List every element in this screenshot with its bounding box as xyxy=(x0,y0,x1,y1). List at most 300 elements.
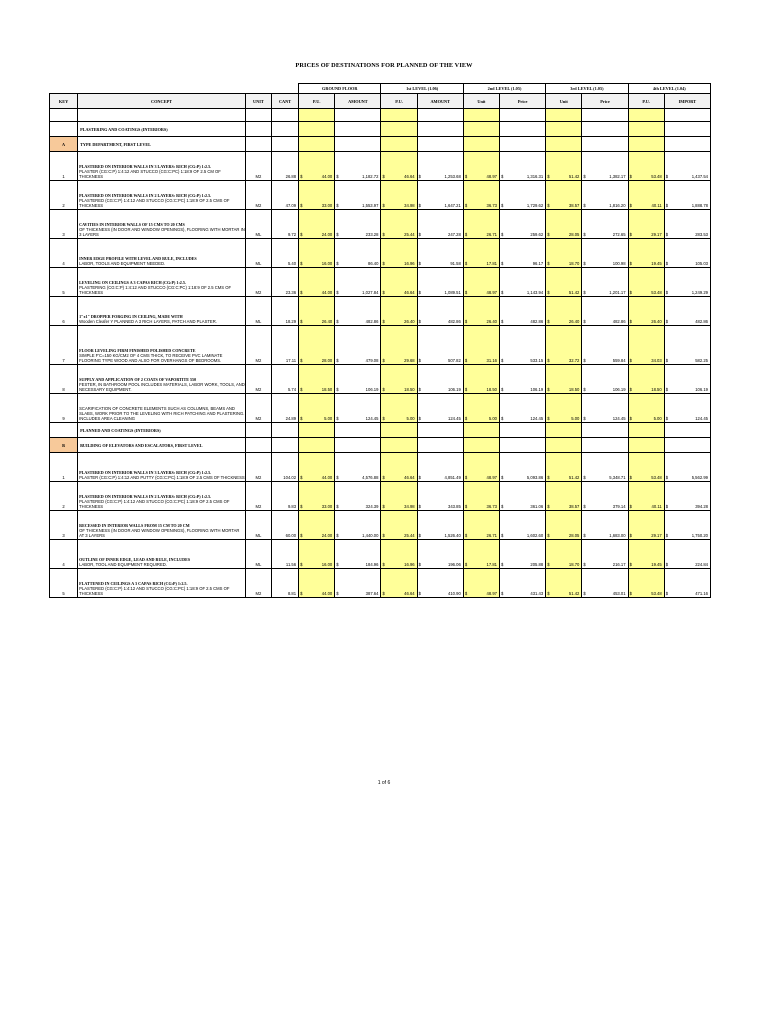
unit-price-value: 26.40 xyxy=(486,319,497,324)
concept-cell xyxy=(78,511,246,540)
unit-price-value: 5.00 xyxy=(324,416,333,421)
unit-price-value: 25.44 xyxy=(404,533,415,538)
unit-price-value: 51.42 xyxy=(568,174,580,179)
currency-symbol: $ xyxy=(500,261,504,266)
currency-symbol: $ xyxy=(665,232,669,237)
currency-symbol: $ xyxy=(500,358,504,363)
concept-cell xyxy=(78,569,246,598)
unit-cell: M2 xyxy=(245,394,271,423)
concept-description: OF THICKNESS (IN DOOR AND WINDOW OPENINGS), FLOORING WITH MORTAR IN 3 LAYERS xyxy=(79,227,245,237)
row-number: 7 xyxy=(50,326,78,365)
section-key: A xyxy=(50,137,78,152)
row-number: 5 xyxy=(50,569,78,598)
amount-cell xyxy=(664,365,710,394)
concept-description: PLASTER (CG:C:P) 1:4:12 AND PUTTY (CG:C:PC) 1:18:9 OF 2.5 CMS OF THICKNESS xyxy=(79,475,245,480)
amount-value: 1,143.94 xyxy=(526,290,544,295)
amount-value: 387.64 xyxy=(365,591,379,596)
amount-value: 247.28 xyxy=(448,232,461,237)
unit-price-value: 16.00 xyxy=(321,261,333,266)
unit-price-value: 18.70 xyxy=(568,261,580,266)
currency-symbol: $ xyxy=(583,504,586,509)
amount-cell xyxy=(499,181,545,210)
amount-value: 1,437.54 xyxy=(691,174,708,179)
unit-price-value: 26.40 xyxy=(404,319,415,324)
amount-cell xyxy=(664,453,710,482)
unit-price-cell xyxy=(299,152,335,181)
amount-cell xyxy=(664,297,710,326)
currency-symbol: $ xyxy=(665,562,669,567)
amount-value: 482.86 xyxy=(365,319,379,324)
col-price-l3: Price xyxy=(582,94,628,109)
col-import-l4: IMPORT xyxy=(664,94,710,109)
concept-description: PLASTERING (CG:C:P) 1:4:12 AND STUCCO (CG:C:PC) 1:18:9 OF 2.5 CMS OF THICKNESS xyxy=(79,285,232,295)
currency-symbol: $ xyxy=(547,475,550,480)
unit-price-cell xyxy=(628,239,664,268)
amount-cell xyxy=(417,453,463,482)
amount-cell xyxy=(664,152,710,181)
level-1: 1st LEVEL (1.06) xyxy=(381,84,463,94)
amount-value: 533.15 xyxy=(530,358,544,363)
unit-price-cell xyxy=(381,181,417,210)
row-number: 5 xyxy=(50,268,78,297)
currency-symbol: $ xyxy=(665,358,669,363)
table-row xyxy=(50,181,711,210)
currency-symbol: $ xyxy=(665,174,669,179)
table-row xyxy=(50,326,711,365)
unit-price-value: 29.17 xyxy=(651,533,662,538)
level-2: 2nd LEVEL (1.05) xyxy=(463,84,545,94)
currency-symbol: $ xyxy=(500,475,504,480)
amount-value: 124.45 xyxy=(612,416,626,421)
column-header-row xyxy=(50,94,711,109)
unit-price-value: 28.05 xyxy=(568,533,580,538)
table-row xyxy=(50,511,711,540)
amount-cell xyxy=(582,268,628,297)
page-number: 1 of 6 xyxy=(377,780,391,786)
concept-cell xyxy=(78,365,246,394)
unit-price-value: 5.00 xyxy=(653,416,662,421)
amount-value: 1,816.20 xyxy=(609,203,626,208)
unit-price-value: 18.50 xyxy=(321,387,333,392)
concept-cell xyxy=(78,181,246,210)
currency-symbol: $ xyxy=(300,319,303,324)
unit-cell: ML xyxy=(245,540,271,569)
amount-cell xyxy=(664,181,710,210)
unit-price-cell xyxy=(546,394,582,423)
amount-value: 1,750.20 xyxy=(691,533,708,538)
unit-price-value: 5.00 xyxy=(406,416,415,421)
amount-value: 4,851.49 xyxy=(444,475,461,480)
unit-cell: M2 xyxy=(245,569,271,598)
currency-symbol: $ xyxy=(464,174,468,179)
section-heading: PLASTERING AND COATINGS (INTERIORS) xyxy=(78,122,246,137)
amount-cell xyxy=(417,297,463,326)
quantity-cell: 9.83 xyxy=(271,482,298,511)
unit-price-cell xyxy=(381,540,417,569)
amount-value: 1,201.17 xyxy=(609,290,626,295)
amount-cell xyxy=(417,365,463,394)
concept-cell xyxy=(78,326,246,365)
unit-price-cell xyxy=(381,569,417,598)
amount-value: 1,440.00 xyxy=(362,533,379,538)
unit-price-cell xyxy=(628,540,664,569)
amount-value: 559.84 xyxy=(612,358,626,363)
currency-symbol: $ xyxy=(665,319,669,324)
currency-symbol: $ xyxy=(464,416,468,421)
unit-price-value: 44.00 xyxy=(321,290,333,295)
unit-price-cell xyxy=(299,297,335,326)
unit-price-cell xyxy=(463,365,499,394)
level-ground: GROUND FLOOR xyxy=(299,84,381,94)
currency-symbol: $ xyxy=(382,533,385,538)
amount-value: 272.65 xyxy=(612,232,626,237)
currency-symbol: $ xyxy=(629,261,632,266)
currency-symbol: $ xyxy=(382,261,385,266)
currency-symbol: $ xyxy=(500,562,504,567)
unit-price-value: 16.96 xyxy=(404,562,415,567)
concept-title: PLASTERED ON INTERIOR WALLS IN 3 LAYERS: RICH (CG:P) 1:2.5. xyxy=(79,470,212,475)
col-price-l2: Price xyxy=(499,94,545,109)
amount-value: 205.88 xyxy=(530,562,544,567)
currency-symbol: $ xyxy=(629,319,632,324)
currency-symbol: $ xyxy=(583,203,586,208)
amount-value: 105.03 xyxy=(695,261,708,266)
unit-price-cell xyxy=(299,210,335,239)
unit-price-cell xyxy=(381,210,417,239)
quantity-cell: 8.81 xyxy=(271,569,298,598)
concept-cell xyxy=(78,239,246,268)
unit-price-cell xyxy=(628,453,664,482)
unit-price-cell xyxy=(381,453,417,482)
unit-price-value: 33.00 xyxy=(321,203,333,208)
amount-cell xyxy=(582,152,628,181)
currency-symbol: $ xyxy=(464,591,468,596)
amount-value: 124.45 xyxy=(530,416,544,421)
currency-symbol: $ xyxy=(500,416,504,421)
unit-price-value: 40.11 xyxy=(651,203,662,208)
unit-price-value: 34.03 xyxy=(651,358,662,363)
currency-symbol: $ xyxy=(336,562,339,567)
currency-symbol: $ xyxy=(382,387,385,392)
unit-cell: ML xyxy=(245,297,271,326)
unit-cell: ML xyxy=(245,210,271,239)
unit-price-value: 16.96 xyxy=(404,261,415,266)
col-pu-l4: P.U. xyxy=(628,94,664,109)
unit-price-value: 28.05 xyxy=(568,232,580,237)
currency-symbol: $ xyxy=(464,504,468,509)
currency-symbol: $ xyxy=(418,416,421,421)
table-row xyxy=(50,239,711,268)
unit-price-cell xyxy=(463,239,499,268)
currency-symbol: $ xyxy=(500,232,504,237)
currency-symbol: $ xyxy=(418,174,421,179)
unit-price-cell xyxy=(381,326,417,365)
col-key: KEY xyxy=(50,94,78,109)
blank-row xyxy=(50,109,711,122)
amount-cell xyxy=(417,268,463,297)
amount-cell xyxy=(582,482,628,511)
amount-cell xyxy=(335,482,381,511)
amount-value: 379.14 xyxy=(612,504,626,509)
amount-cell xyxy=(335,181,381,210)
unit-price-value: 36.73 xyxy=(486,203,497,208)
currency-symbol: $ xyxy=(629,203,632,208)
row-number: 1 xyxy=(50,152,78,181)
amount-value: 124.45 xyxy=(695,416,708,421)
amount-value: 1,316.31 xyxy=(526,174,544,179)
amount-cell xyxy=(664,511,710,540)
quantity-cell: 9.72 xyxy=(271,210,298,239)
concept-cell xyxy=(78,210,246,239)
amount-cell xyxy=(499,569,545,598)
amount-value: 184.96 xyxy=(365,562,379,567)
concept-description: SIMPLE F'C=150 KG/CM2 OF 4 CMS THICK, TO RECEIVE PVC LAMINATE FLOORING TYPE WOOD AND ALSO FOR OVERHANGS OF BEDROOMS. xyxy=(79,353,223,363)
table-row xyxy=(50,453,711,482)
currency-symbol: $ xyxy=(500,504,504,509)
unit-price-cell xyxy=(628,482,664,511)
currency-symbol: $ xyxy=(629,591,632,596)
amount-value: 482.86 xyxy=(695,319,708,324)
amount-value: 471.16 xyxy=(695,591,708,596)
currency-symbol: $ xyxy=(418,387,421,392)
currency-symbol: $ xyxy=(547,203,550,208)
unit-price-cell xyxy=(299,239,335,268)
unit-price-value: 46.64 xyxy=(404,591,415,596)
unit-price-value: 46.64 xyxy=(404,174,415,179)
unit-price-value: 26.40 xyxy=(321,319,333,324)
unit-price-cell xyxy=(381,152,417,181)
price-table xyxy=(49,83,711,598)
section-row-main xyxy=(50,122,711,137)
unit-price-cell xyxy=(628,326,664,365)
col-cant: CANT xyxy=(271,94,298,109)
unit-price-cell xyxy=(463,152,499,181)
amount-value: 216.17 xyxy=(612,562,626,567)
currency-symbol: $ xyxy=(500,290,504,295)
col-amount-l1: AMOUNT xyxy=(417,94,463,109)
currency-symbol: $ xyxy=(547,387,550,392)
currency-symbol: $ xyxy=(547,358,550,363)
currency-symbol: $ xyxy=(418,591,421,596)
section-heading: PLANNED AND COATINGS (INTERIORS) xyxy=(78,423,246,438)
quantity-cell: 11.56 xyxy=(271,540,298,569)
currency-symbol: $ xyxy=(583,591,586,596)
unit-price-cell xyxy=(299,540,335,569)
unit-price-value: 44.00 xyxy=(321,591,333,596)
row-number: 8 xyxy=(50,365,78,394)
unit-price-value: 18.70 xyxy=(568,562,580,567)
amount-value: 1,526.40 xyxy=(444,533,461,538)
amount-value: 4,576.88 xyxy=(362,475,379,480)
unit-price-cell xyxy=(299,326,335,365)
unit-price-cell xyxy=(299,394,335,423)
unit-price-cell xyxy=(628,152,664,181)
amount-cell xyxy=(582,453,628,482)
unit-price-cell xyxy=(381,365,417,394)
amount-value: 482.86 xyxy=(448,319,461,324)
unit-price-value: 46.64 xyxy=(404,290,415,295)
unit-price-value: 28.00 xyxy=(321,358,333,363)
unit-price-cell xyxy=(546,540,582,569)
amount-value: 106.19 xyxy=(448,387,461,392)
currency-symbol: $ xyxy=(547,174,550,179)
amount-value: 5,093.86 xyxy=(526,475,544,480)
concept-description: OF THICKNESS (IN DOOR AND WINDOW OPENINGS), FLOORING WITH MORTAR AT 3 LAYERS xyxy=(79,528,240,538)
unit-price-cell xyxy=(463,210,499,239)
amount-value: 106.19 xyxy=(612,387,626,392)
amount-cell xyxy=(335,326,381,365)
amount-value: 482.86 xyxy=(530,319,544,324)
amount-cell xyxy=(499,326,545,365)
currency-symbol: $ xyxy=(665,416,669,421)
currency-symbol: $ xyxy=(665,504,669,509)
unit-price-value: 51.42 xyxy=(568,475,580,480)
amount-cell xyxy=(417,482,463,511)
unit-price-value: 48.97 xyxy=(486,591,497,596)
row-number: 4 xyxy=(50,540,78,569)
amount-cell xyxy=(335,297,381,326)
currency-symbol: $ xyxy=(583,261,586,266)
currency-symbol: $ xyxy=(583,232,586,237)
currency-symbol: $ xyxy=(464,290,468,295)
col-concept: CONCEPT xyxy=(78,94,246,109)
amount-cell xyxy=(499,540,545,569)
amount-cell xyxy=(335,540,381,569)
concept-description: PLASTERED (CG:C:P) 1:4:12 AND STUCCO (CG:C:PC) 1:18:9 OF 2.5 CMS OF THICKNESS xyxy=(79,586,230,596)
currency-symbol: $ xyxy=(382,203,385,208)
row-number: 4 xyxy=(50,239,78,268)
table-body xyxy=(50,109,711,598)
amount-value: 259.62 xyxy=(530,232,544,237)
quantity-cell: 104.02 xyxy=(271,453,298,482)
currency-symbol: $ xyxy=(629,358,632,363)
currency-symbol: $ xyxy=(300,562,303,567)
unit-price-value: 18.50 xyxy=(486,387,497,392)
amount-cell xyxy=(582,540,628,569)
unit-price-value: 38.57 xyxy=(568,203,580,208)
concept-description: FESTER, IN BATHROOM POOL INCLUDES MATERIALS, LABOR WORK, TOOLS, AND NECESSARY EQUIPMENT. xyxy=(79,382,245,392)
currency-symbol: $ xyxy=(382,562,385,567)
table-row xyxy=(50,365,711,394)
unit-price-cell xyxy=(299,569,335,598)
currency-symbol: $ xyxy=(665,290,669,295)
col-unit: UNIT xyxy=(245,94,271,109)
amount-value: 106.19 xyxy=(530,387,544,392)
amount-value: 361.06 xyxy=(530,504,544,509)
currency-symbol: $ xyxy=(665,533,669,538)
unit-price-cell xyxy=(381,297,417,326)
unit-price-cell xyxy=(381,394,417,423)
amount-cell xyxy=(335,569,381,598)
amount-value: 1,647.21 xyxy=(444,203,461,208)
amount-value: 224.84 xyxy=(695,562,708,567)
concept-title: INNER EDGE PROFILE WITH LEVEL AND RULE, INCLUDES xyxy=(79,256,197,261)
amount-cell xyxy=(499,482,545,511)
currency-symbol: $ xyxy=(547,533,550,538)
amount-cell xyxy=(664,210,710,239)
table-row xyxy=(50,210,711,239)
currency-symbol: $ xyxy=(547,504,550,509)
currency-symbol: $ xyxy=(382,290,385,295)
currency-symbol: $ xyxy=(336,174,339,179)
amount-cell xyxy=(664,268,710,297)
unit-price-value: 40.11 xyxy=(651,504,662,509)
quantity-cell: 60.00 xyxy=(271,511,298,540)
unit-price-value: 48.97 xyxy=(486,290,497,295)
amount-value: 1,182.72 xyxy=(362,174,379,179)
amount-cell xyxy=(417,569,463,598)
currency-symbol: $ xyxy=(629,533,632,538)
currency-symbol: $ xyxy=(547,261,550,266)
currency-symbol: $ xyxy=(336,232,339,237)
concept-title: RECESSED IN INTERIOR WALLS FROM 15 CM TO 20 CM xyxy=(79,523,190,528)
amount-cell xyxy=(335,365,381,394)
unit-price-cell xyxy=(381,482,417,511)
currency-symbol: $ xyxy=(300,261,303,266)
amount-cell xyxy=(417,326,463,365)
amount-cell xyxy=(335,511,381,540)
level-3: 3rd LEVEL (1.05) xyxy=(546,84,628,94)
unit-price-value: 5.00 xyxy=(488,416,497,421)
amount-cell xyxy=(582,239,628,268)
concept-title: FLOOR LEVELING FIRM FINISHED POLISHED CONCRETE xyxy=(79,348,196,353)
concept-cell xyxy=(78,540,246,569)
amount-value: 1,382.17 xyxy=(609,174,626,179)
amount-value: 5,562.99 xyxy=(691,475,708,480)
amount-value: 283.53 xyxy=(695,232,708,237)
amount-cell xyxy=(582,210,628,239)
amount-cell xyxy=(335,268,381,297)
currency-symbol: $ xyxy=(300,290,303,295)
unit-price-cell xyxy=(546,453,582,482)
quantity-cell: 26.88 xyxy=(271,152,298,181)
amount-value: 582.25 xyxy=(695,358,708,363)
currency-symbol: $ xyxy=(336,261,339,266)
currency-symbol: $ xyxy=(300,504,303,509)
row-number: 9 xyxy=(50,394,78,423)
concept-cell xyxy=(78,297,246,326)
amount-cell xyxy=(499,239,545,268)
concept-description: LABOR, TOOL AND EQUIPMENT REQUIRED. xyxy=(79,562,167,567)
currency-symbol: $ xyxy=(547,290,550,295)
currency-symbol: $ xyxy=(464,533,468,538)
currency-symbol: $ xyxy=(583,358,586,363)
unit-price-value: 48.97 xyxy=(486,475,497,480)
amount-value: 1,027.84 xyxy=(362,290,379,295)
amount-cell xyxy=(417,239,463,268)
currency-symbol: $ xyxy=(629,416,632,421)
unit-price-value: 53.48 xyxy=(651,174,662,179)
currency-symbol: $ xyxy=(547,232,550,237)
unit-price-cell xyxy=(546,297,582,326)
unit-price-cell xyxy=(546,239,582,268)
unit-price-value: 17.81 xyxy=(486,261,497,266)
level-header-row xyxy=(50,84,711,94)
currency-symbol: $ xyxy=(418,232,421,237)
unit-price-value: 32.72 xyxy=(568,358,580,363)
unit-cell: M2 xyxy=(245,152,271,181)
currency-symbol: $ xyxy=(464,562,468,567)
currency-symbol: $ xyxy=(583,319,586,324)
quantity-cell: 18.29 xyxy=(271,297,298,326)
amount-cell xyxy=(582,394,628,423)
unit-price-cell xyxy=(299,268,335,297)
unit-price-cell xyxy=(463,453,499,482)
currency-symbol: $ xyxy=(418,533,421,538)
unit-price-cell xyxy=(546,181,582,210)
currency-symbol: $ xyxy=(629,562,632,567)
unit-price-cell xyxy=(299,181,335,210)
